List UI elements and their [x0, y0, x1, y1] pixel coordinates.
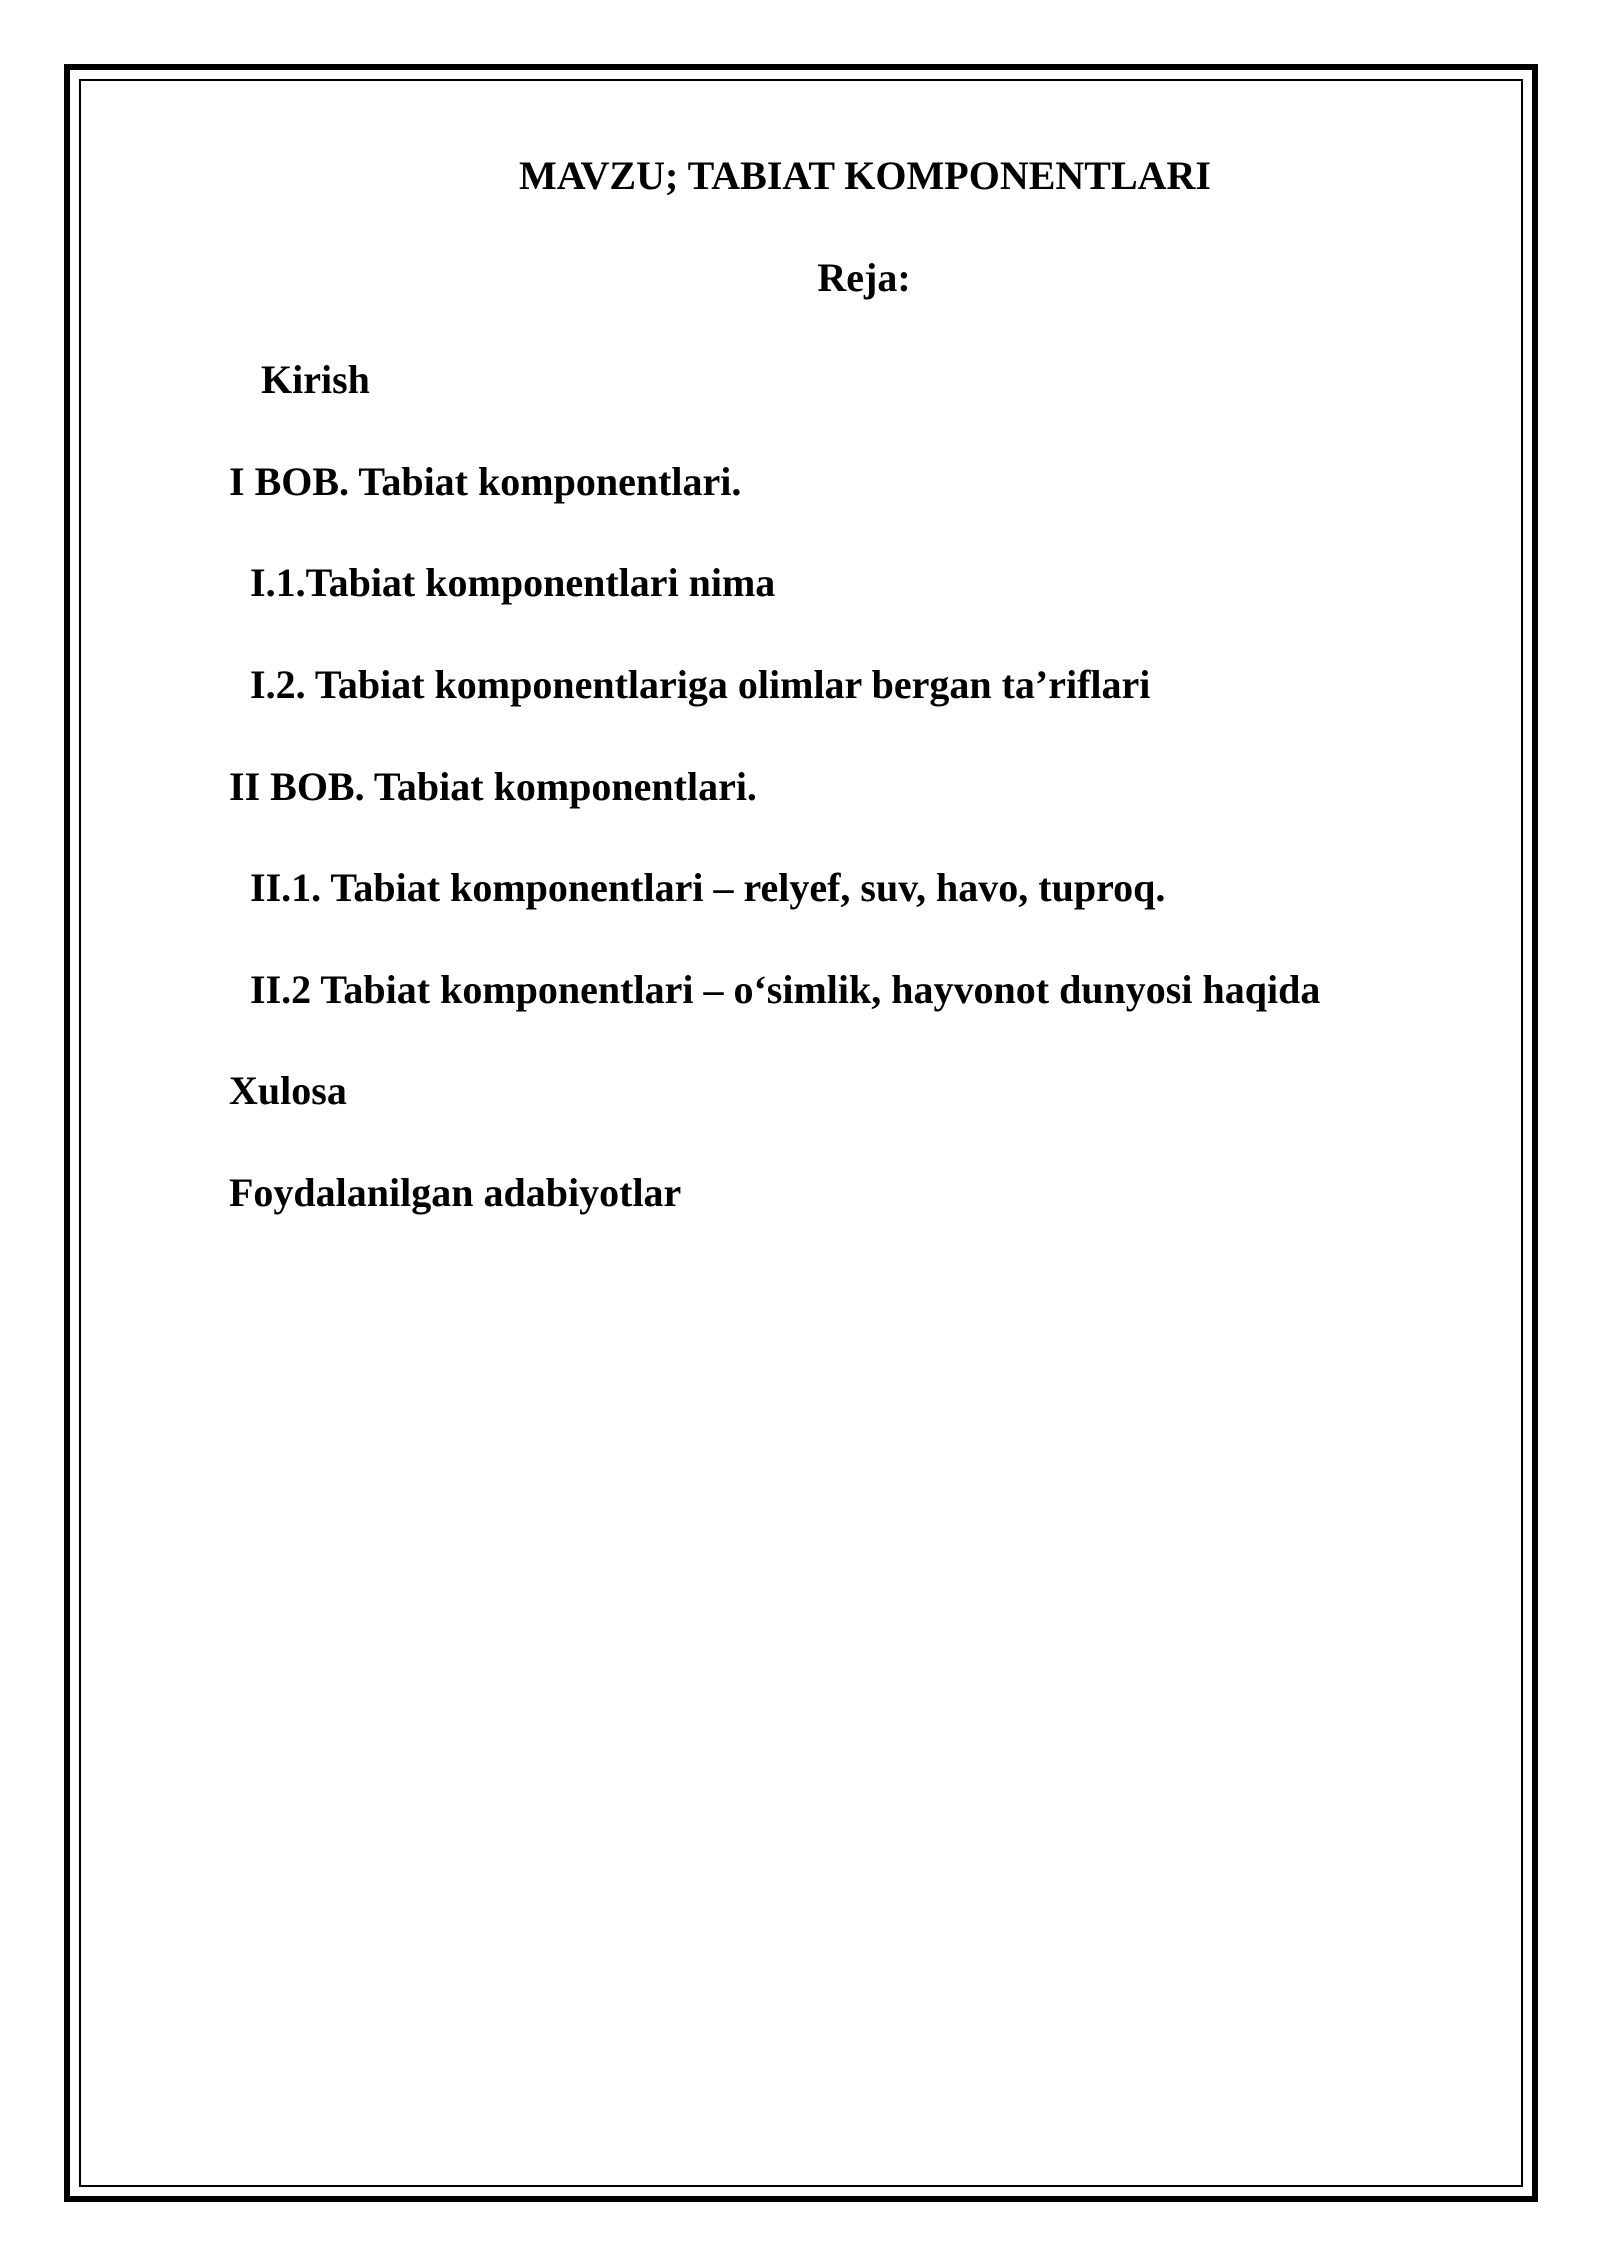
plan-heading: Reja: — [817, 255, 911, 300]
toc-item-section-2-2: II.2 Tabiat komponentlari – o‘simlik, hayvonot dunyosi haqida — [250, 967, 1321, 1012]
toc-item-introduction: Kirish — [261, 357, 370, 402]
toc-item-chapter-2: II BOB. Tabiat komponentlari. — [229, 764, 757, 809]
toc-item-section-1-2: I.2. Tabiat komponentlariga olimlar bergan ta’riflari — [250, 662, 1151, 707]
toc-item-section-1-1: I.1.Tabiat komponentlari nima — [250, 560, 776, 605]
toc-item-references: Foydalanilgan adabiyotlar — [229, 1170, 682, 1215]
toc-item-conclusion: Xulosa — [229, 1068, 347, 1113]
page-title: MAVZU; TABIAT KOMPONENTLARI — [519, 153, 1211, 198]
toc-item-chapter-1: I BOB. Tabiat komponentlari. — [229, 459, 742, 504]
toc-item-section-2-1: II.1. Tabiat komponentlari – relyef, suv, havo, tuproq. — [250, 865, 1166, 910]
